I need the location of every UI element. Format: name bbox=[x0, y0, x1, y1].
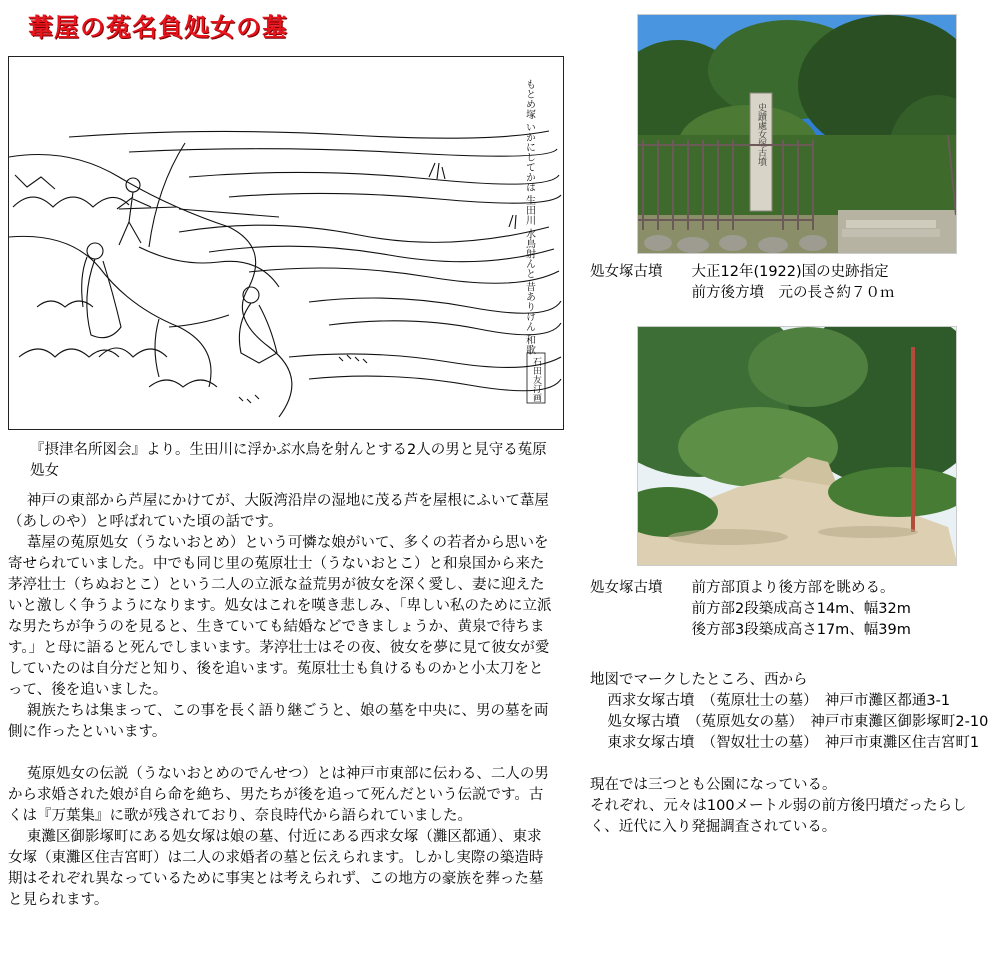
meisho-zue-illustration bbox=[8, 56, 564, 430]
photo1-caption-line: 前方後方墳 元の長さ約７０ｍ bbox=[590, 285, 895, 301]
map-notes bbox=[590, 670, 990, 838]
story-paragraph: 葦屋の菟原処女（うないおとめ）という可憐な娘がいて、多くの若者から思いを寄せられていました。中でも同じ里の菟原壮士（うないおとこ）と和泉国から来た茅渟壮士（ちぬおとこ）という二人の立派な益荒男が彼女を深く愛し、妻に迎えたいと激しく争うようになります。処女はこれを嘆き悲しみ、「卑しい私のために立派な男たちが争うのを見ると、生きていても結婚などできましょうか、黄泉で待ちます。」と母に語ると死んでしまいます。茅渟壮士はその夜、彼女を夢に見て彼女が愛していたのは自分だと知り、後を追います。菟原壮士も負けるものかと小太刀をとって、後を追いました。 bbox=[8, 535, 552, 698]
photo2-caption-line: 後方部3段築成高さ17m、幅39m bbox=[590, 622, 911, 638]
story-paragraph: 東灘区御影塚町にある処女塚は娘の墓、付近にある西求女塚（灘区都通）、東求女塚（東灘区住吉宮町）は二人の求婚者の墓と伝えられます。しかし実際の築造時期はそれぞれ異なっているために事実とは考えられず、この地方の豪族を葬った墓と見られます。 bbox=[8, 829, 544, 908]
notes-item: 西求女塚古墳 （菟原壮士の墓） 神戸市灘区都通3-1 bbox=[607, 693, 951, 709]
illustration-caption: 『摂津名所図会』より。生田川に浮かぶ水鳥を射んとする2人の男と見守る菟原処女 bbox=[30, 442, 547, 479]
photo-park-path bbox=[637, 326, 957, 566]
illustration-poem: もとめ塚 いかにしてかは 生田川 水鳥射んと 昔ありけん 和歌 bbox=[523, 79, 535, 355]
artist-signature: 石田友汀画 bbox=[531, 357, 541, 402]
notes-closing: 現在では三つとも公園になっている。 bbox=[590, 777, 837, 793]
story-paragraph: 菟原処女の伝説（うないおとめのでんせつ）とは神戸市東部に伝わる、二人の男から求婚された娘が自ら命を絶ち、男たちが後を追って死んだという伝説です。古くは『万葉集』に歌が残されており、奈良時代から語られていました。 bbox=[8, 766, 549, 824]
photo-monument bbox=[637, 14, 957, 254]
page-title: 葦屋の菟名負処女の墓 bbox=[28, 13, 289, 42]
notes-item: 処女塚古墳 （菟原処女の墓） 神戸市東灘区御影塚町2-10 bbox=[607, 714, 989, 730]
photo2-caption bbox=[590, 578, 911, 641]
photo1-caption bbox=[590, 262, 895, 304]
photo2-caption-line: 処女塚古墳 前方部頂より後方部を眺める。 bbox=[590, 580, 895, 596]
photo2-caption-line: 前方部2段築成高さ14m、幅32m bbox=[590, 601, 911, 617]
illustration-drawing bbox=[9, 57, 564, 430]
photo1-caption-line: 処女塚古墳 大正12年(1922)国の史跡指定 bbox=[590, 264, 889, 280]
notes-closing: それぞれ、元々は100メートル弱の前方後円墳だったらしく、近代に入り発掘調査されている。 bbox=[590, 798, 967, 835]
story-paragraph: 神戸の東部から芦屋にかけてが、大阪湾沿岸の湿地に茂る芦を屋根にふいて葦屋（あしのや）と呼ばれていた頃の話です。 bbox=[8, 493, 549, 530]
notes-intro: 地図でマークしたところ、西から bbox=[590, 672, 808, 688]
notes-item: 東求女塚古墳 （智奴壮士の墓） 神戸市東灘区住吉宮町1 bbox=[607, 735, 980, 751]
story-paragraph: 親族たちは集まって、この事を長く語り継ごうと、娘の墓を中央に、男の墓を両側に作ったといいます。 bbox=[8, 703, 549, 740]
monument-inscription: 史蹟處女塚古墳 bbox=[756, 103, 766, 166]
story-text bbox=[8, 491, 554, 911]
